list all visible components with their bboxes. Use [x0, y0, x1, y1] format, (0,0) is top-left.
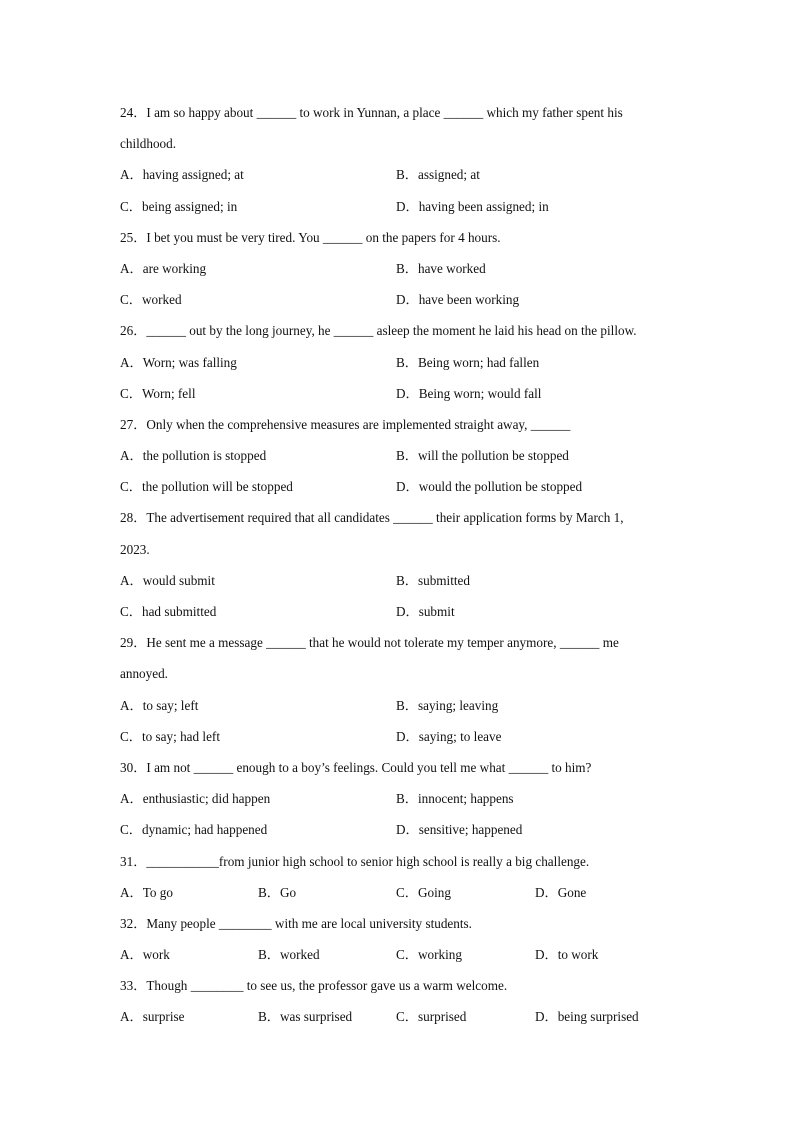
question-25-options-row-2 [120, 287, 680, 318]
option-b: B．worked [258, 947, 320, 963]
question-29-options-row-2 [120, 724, 680, 755]
option-c: C．the pollution will be stopped [120, 479, 293, 495]
option-d: D．sensitive; happened [396, 822, 523, 838]
question-list [120, 100, 680, 1036]
question-24-options-row-2 [120, 194, 680, 225]
question-27-options-row-1 [120, 443, 680, 474]
question-28-stem-line-1: 28．The advertisement required that all candidates ______ their application forms by March 1, [120, 510, 624, 526]
question-24-stem-line-1: 24．I am so happy about ______ to work in Yunnan, a place ______ which my father spent his [120, 105, 623, 120]
option-a: A．the pollution is stopped [120, 448, 267, 464]
option-c: C．worked [120, 292, 182, 308]
option-b: B．will the pollution be stopped [396, 448, 569, 464]
option-c: C．to say; had left [120, 728, 220, 744]
option-d: D．Being worn; would fall [396, 385, 542, 401]
question-24-stem-line-2: childhood. [120, 136, 177, 152]
option-c: C．Going [396, 884, 451, 900]
option-a: A．would submit [120, 572, 215, 588]
option-a: A．are working [120, 260, 207, 276]
option-a: A．enthusiastic; did happen [120, 791, 271, 807]
question-30-options-row-2 [120, 817, 680, 848]
option-b: B．innocent; happens [396, 791, 514, 807]
question-31-options-row [120, 880, 680, 911]
question-26-options-row-2 [120, 381, 680, 412]
question-32-stem: 32．Many people ________ with me are local university students. [120, 915, 472, 931]
question-27-options-row-2 [120, 474, 680, 505]
option-b: B．Being worn; had fallen [396, 354, 540, 370]
option-c: C．had submitted [120, 604, 217, 619]
option-d: D．saying; to leave [396, 728, 502, 744]
option-d: D．having been assigned; in [396, 198, 549, 214]
option-d: D．have been working [396, 292, 520, 308]
option-b: B．Go [258, 884, 297, 900]
option-c: C．surprised [396, 1009, 467, 1025]
option-d: D．submit [396, 604, 455, 619]
question-32-options-row [120, 942, 680, 973]
option-d: D．would the pollution be stopped [396, 479, 583, 495]
question-26-options-row-1 [120, 350, 680, 381]
option-a: A．work [120, 947, 170, 963]
question-33-stem: 33．Though ________ to see us, the professor gave us a warm welcome. [120, 978, 508, 994]
option-c: C．dynamic; had happened [120, 822, 268, 838]
question-28-stem-line-2: 2023. [120, 541, 150, 557]
question-30-options-row-1 [120, 786, 680, 817]
question-28-options-row-2 [120, 599, 680, 630]
option-c: C．working [396, 947, 462, 963]
question-26-stem: 26．______ out by the long journey, he ______ asleep the moment he laid his head on the pillow. [120, 323, 637, 339]
question-29-options-row-1 [120, 693, 680, 724]
option-a: A．To go [120, 884, 173, 900]
option-b: B．saying; leaving [396, 697, 499, 713]
option-b: B．was surprised [258, 1009, 353, 1025]
question-25-options-row-1 [120, 256, 680, 287]
question-28-options-row-1 [120, 568, 680, 599]
option-b: B．assigned; at [396, 167, 480, 183]
question-27-stem: 27．Only when the comprehensive measures are implemented straight away, ______ [120, 416, 571, 432]
question-30-stem: 30．I am not ______ enough to a boy’s feelings. Could you tell me what ______ to him? [120, 759, 592, 775]
option-a: A．having assigned; at [120, 167, 244, 183]
option-b: B．submitted [396, 572, 470, 588]
question-24-options-row-1 [120, 162, 680, 193]
option-a: A．surprise [120, 1009, 185, 1025]
option-b: B．have worked [396, 260, 486, 276]
option-c: C．Worn; fell [120, 385, 196, 401]
question-25-stem: 25．I bet you must be very tired. You ______ on the papers for 4 hours. [120, 229, 501, 245]
option-a: A．to say; left [120, 697, 199, 713]
option-c: C．being assigned; in [120, 198, 238, 214]
option-d: D．being surprised [535, 1009, 639, 1025]
option-d: D．to work [535, 947, 599, 963]
option-a: A．Worn; was falling [120, 354, 237, 370]
question-29-stem-line-2: annoyed. [120, 666, 168, 682]
question-31-stem: 31．___________from junior high school to senior high school is really a big challenge. [120, 853, 590, 869]
question-29-stem-line-1: 29．He sent me a message ______ that he would not tolerate my temper anymore, ______ me [120, 635, 619, 651]
option-d: D．Gone [535, 884, 587, 900]
question-33-options-row [120, 1004, 680, 1035]
